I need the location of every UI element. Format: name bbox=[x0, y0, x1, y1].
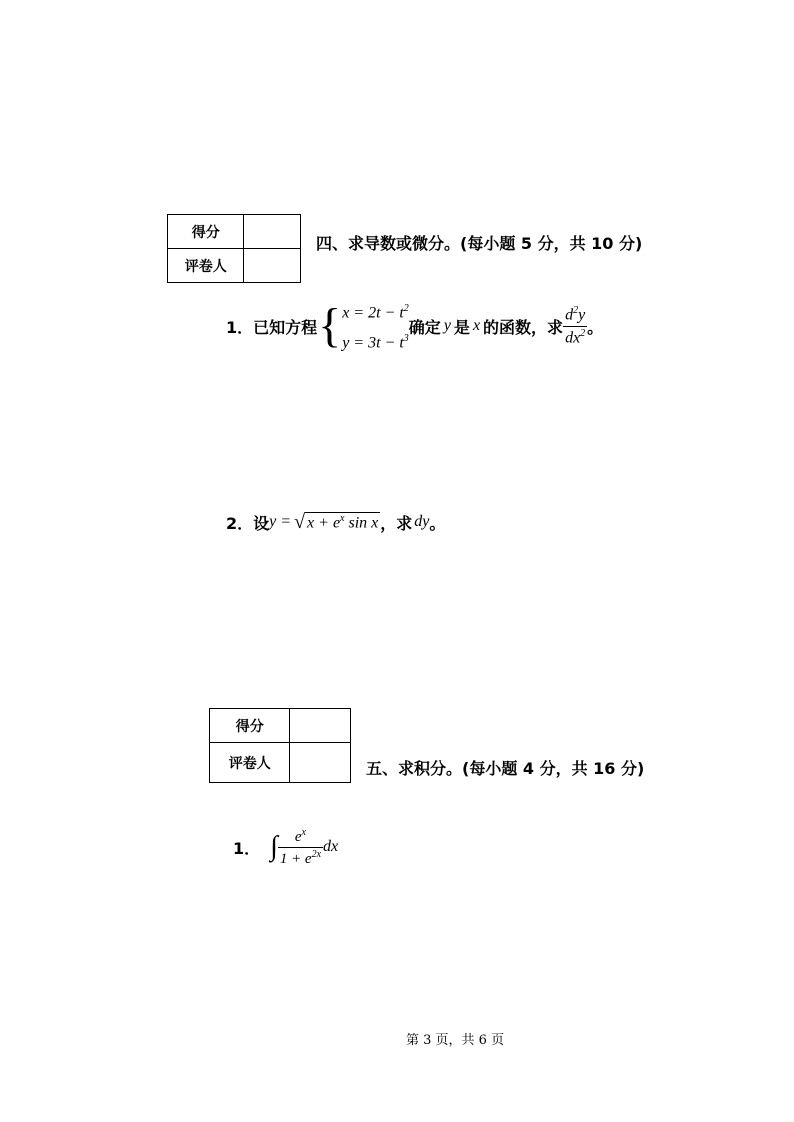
equation-2: y = 3t − t bbox=[342, 334, 404, 352]
problem-text: 设 bbox=[253, 513, 270, 533]
target-dy: dy bbox=[414, 513, 430, 530]
var-x: x bbox=[472, 317, 481, 334]
grader-label: 评卷人 bbox=[210, 743, 290, 783]
second-derivative-fraction: $\frac{d^2y}{dx^2}$ bbox=[565, 305, 586, 346]
problem-text: ，求 bbox=[380, 513, 413, 533]
var-y: y bbox=[443, 317, 451, 334]
lhs: y = bbox=[269, 513, 292, 530]
grader-cell[interactable] bbox=[290, 743, 351, 783]
score-cell[interactable] bbox=[290, 709, 351, 743]
brace-icon: { bbox=[318, 299, 342, 352]
problem-text: 确定 bbox=[408, 317, 441, 337]
section5-problem1 bbox=[233, 822, 338, 872]
radicand: $x + e^x$ sin x bbox=[307, 512, 379, 532]
section4-problem2 bbox=[226, 508, 445, 536]
problem-text: 是 bbox=[453, 317, 470, 337]
score-cell[interactable] bbox=[244, 215, 301, 249]
section4-title: 四、求导数或微分。(每小题 5 分，共 10 分) bbox=[316, 234, 643, 253]
score-table-section5 bbox=[209, 708, 351, 783]
score-table-section4 bbox=[167, 214, 301, 283]
problem-number: 2． bbox=[226, 513, 254, 533]
problem-text: 的函数，求 bbox=[483, 317, 564, 337]
integrand-fraction: $\frac{e^x}{1 + e^{2x}}$ bbox=[279, 826, 322, 867]
problem-text: 。 bbox=[587, 317, 604, 337]
grader-label: 评卷人 bbox=[168, 249, 244, 283]
problem-text: 。 bbox=[429, 513, 446, 533]
equation-1: x = 2t − t bbox=[342, 304, 404, 321]
score-label: 得分 bbox=[168, 215, 244, 249]
score-label: 得分 bbox=[210, 709, 290, 743]
problem-number: 1． bbox=[233, 838, 261, 858]
section5-title: 五、求积分。(每小题 4 分，共 16 分) bbox=[366, 759, 645, 778]
equation-system: $x = 2t - t^2$ $y = 3t - t^3$ bbox=[342, 302, 409, 352]
sqrt-icon: √ bbox=[294, 510, 306, 533]
problem-number: 1． bbox=[226, 317, 254, 337]
problem-text: 已知方程 bbox=[253, 317, 318, 337]
dx: dx bbox=[323, 838, 339, 855]
integral-sign-icon: ∫ bbox=[270, 831, 278, 862]
section4-problem1 bbox=[226, 298, 603, 354]
grader-cell[interactable] bbox=[244, 249, 301, 283]
page-footer: 第 3 页，共 6 页 bbox=[406, 1033, 505, 1048]
